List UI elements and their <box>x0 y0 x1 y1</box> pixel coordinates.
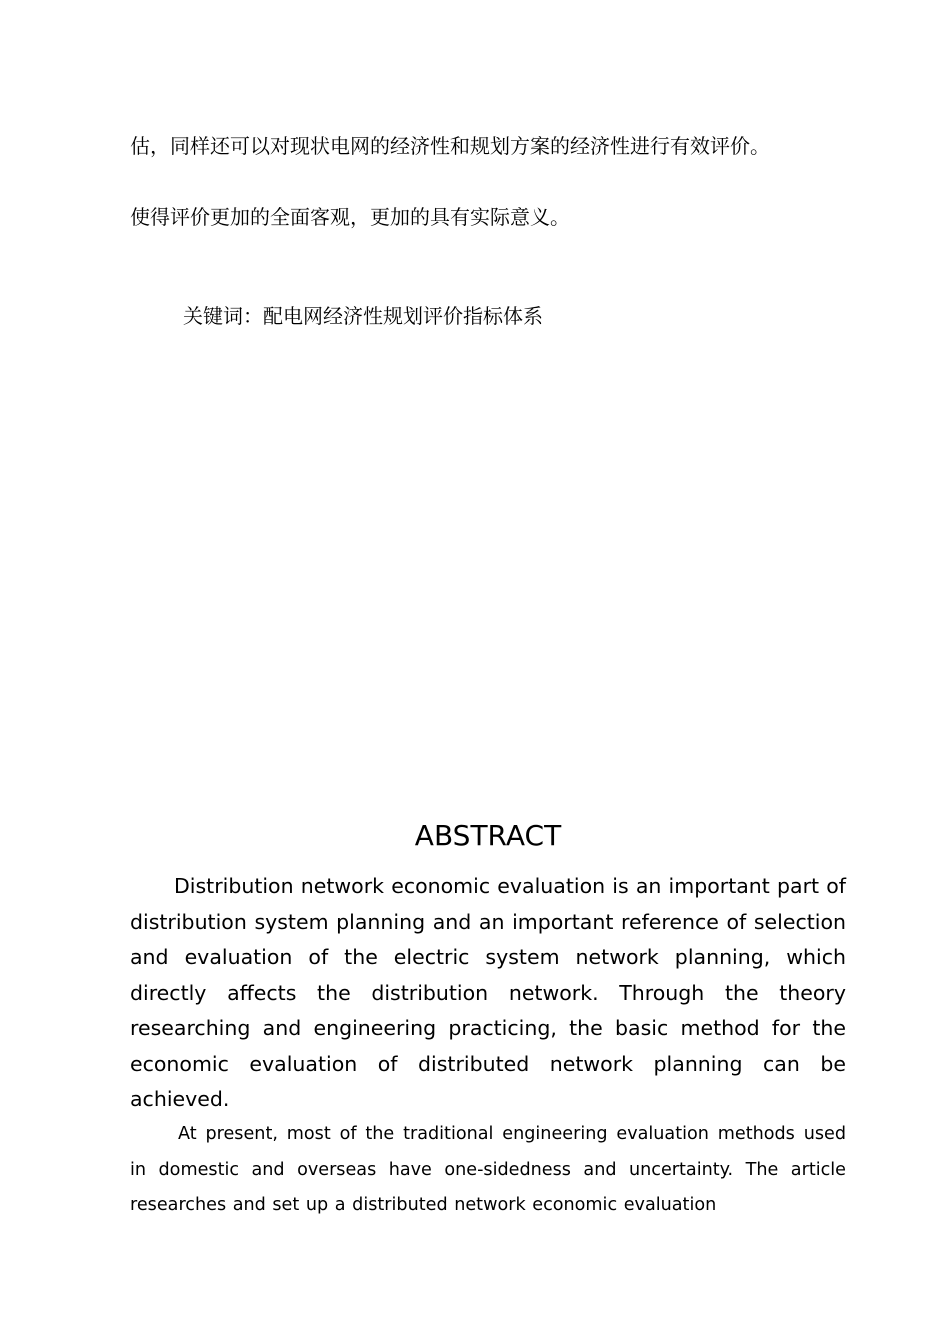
abstract-heading: ABSTRACT <box>414 819 562 852</box>
chinese-text-line-1: 估，同样还可以对现状电网的经济性和规划方案的经济性进行有效评价。 <box>130 134 770 158</box>
keywords-line: 关键词：配电网经济性规划评价指标体系 <box>183 304 543 328</box>
abstract-paragraph-1: Distribution network economic evaluation is an important part of distribution system planning and an important reference of selection and evaluation of the electric system network planning, which directly affects the distribution network. Through the theory researching and engineering practicing, the basic method for the economic evaluation of distributed network planning can be achieved. <box>130 874 846 1111</box>
abstract-paragraph-2: At present, most of the traditional engineering evaluation methods used in domestic and overseas have one-sidedness and uncertainty. The article researches and set up a distributed network economic evaluation <box>130 1124 846 1215</box>
chinese-text-line-2: 使得评价更加的全面客观，更加的具有实际意义。 <box>130 205 570 229</box>
